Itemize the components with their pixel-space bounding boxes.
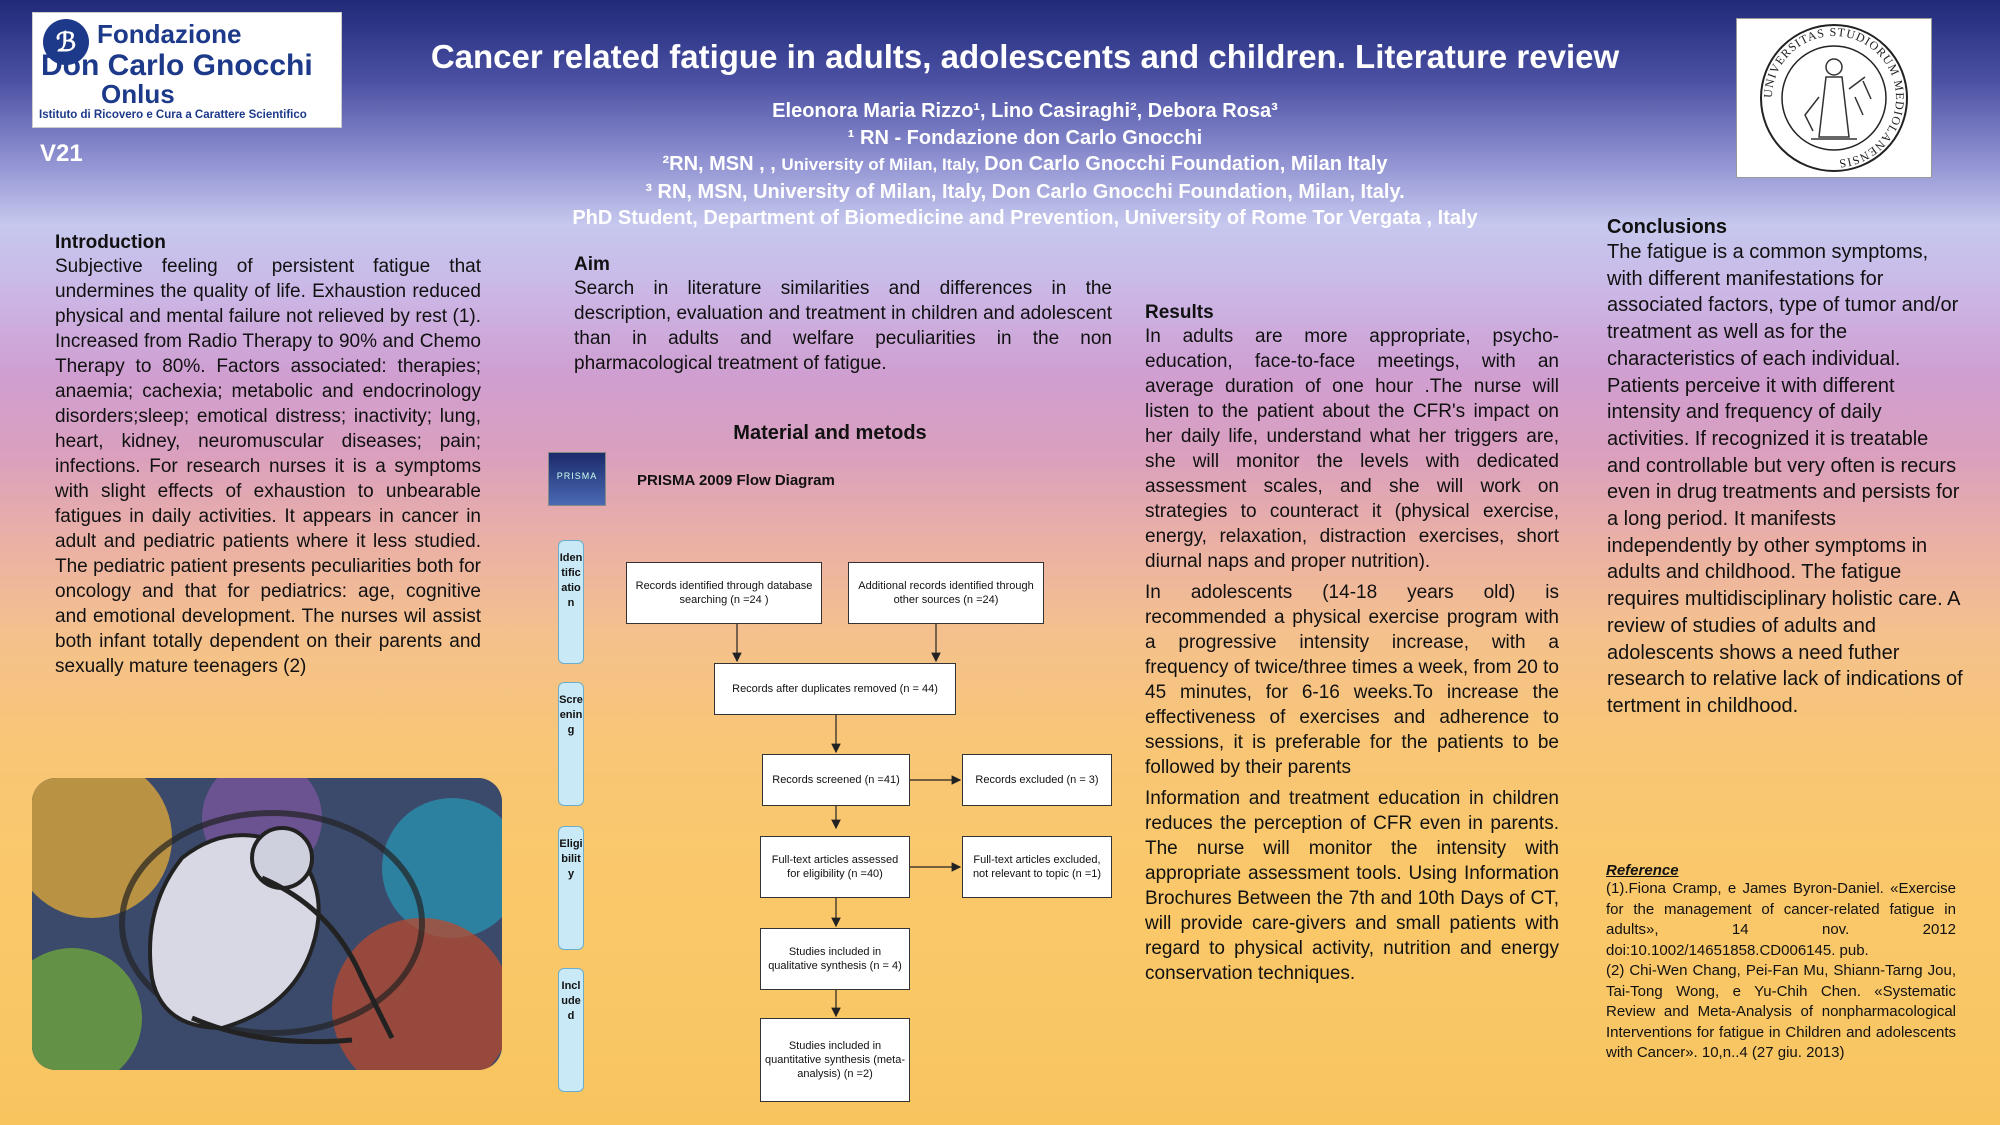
stage-identification: Identification xyxy=(558,540,584,664)
authors: Eleonora Maria Rizzo¹, Lino Casiraghi², Debora Rosa³ xyxy=(772,100,1278,122)
stage-included: Included xyxy=(558,968,584,1092)
box-qualitative-synthesis: Studies included in qualitative synthesis (n = 4) xyxy=(760,928,910,990)
fondazione-mark-icon: ℬ xyxy=(43,19,89,65)
results-adolescents: In adolescents (14-18 years old) is recommended a physical exercise program with a progressive intensity increase, with a frequency of twice/three times a week, from 20 to 45 minutes, for 6-16 weeks.To increase the effectiveness of exercises and adherence to sessions, it is preferable for the patients to be followed by their parents xyxy=(1145,582,1559,778)
box-fulltext-excluded: Full-text articles excluded, not relevant to topic (n =1) xyxy=(962,836,1112,898)
reference-1: (1).Fiona Cramp, e James Byron-Daniel. «Exercise for the management of cancer-related fatigue in adults», 14 nov. 2012 doi:10.1002/14651858.CD006145. pub. xyxy=(1606,880,1956,959)
logo-line4: Istituto di Ricovero e Cura a Carattere Scientifico xyxy=(39,109,307,121)
prisma-logo-text: PRISMA xyxy=(556,471,598,481)
stage-eligibility: Eligibility xyxy=(558,826,584,950)
logo-line1: Fondazione xyxy=(97,19,242,49)
aim-heading: Aim xyxy=(574,254,610,275)
conclusions-heading: Conclusions xyxy=(1607,216,1728,238)
reference-2: (2) Chi-Wen Chang, Pei-Fan Mu, Shiann-Tarng Jou, Tai-Tong Wong, e Yu-Chih Chen. «Systematic Review and Meta-Analysis of nonpharmacological Interventions for fatigue in Children and adolescents with Cancer». 10,n..4 (27 giu. 2013) xyxy=(1606,962,1956,1061)
seal-text: UNIVERSITAS STUDIORUM MEDIOLANENSIS xyxy=(1760,24,1908,171)
introduction-text: Subjective feeling of persistent fatigue that undermines the quality of life. Exhaustion reduced physical and mental failure not relieved by rest (1). Increased from Radio Therapy to 90% and Chemo Therapy to 80%. Factors associated: therapies; anaemia; cachexia; metabolic and endocrinology disorders;sleep; emotical distress; inactivity; lung, heart, kidney, neuromuscular diseases; pain; infections. For research nurses it is a symptoms with slight effects of exhaustion to unbearable fatigues in daily activities. It appears in cancer in adult and pediatric patients where it less studied. The pediatric patient presents peculiarities both for oncology and that for pediatrics: age, cognitive and emotional development. The nurses wil assist both infant totally dependent on their parents and sexually mature teenagers (2) xyxy=(55,256,481,677)
affiliation-4: PhD Student, Department of Biomedicine and Prevention, University of Rome Tor Vergata , Italy xyxy=(572,207,1478,229)
box-database-records: Records identified through database searching (n =24 ) xyxy=(626,562,822,624)
results-heading: Results xyxy=(1145,302,1214,323)
poster-code: V21 xyxy=(40,140,83,167)
aim-text: Search in literature similarities and differences in the description, evaluation and treatment in children and adolescent than in adults and welfare peculiarities in the non pharmacological treatment of fatigue. xyxy=(574,278,1112,374)
reference-section xyxy=(1606,862,1956,1064)
results-section xyxy=(1145,302,1559,992)
affiliation-3: ³ RN, MSN, University of Milan, Italy, Don Carlo Gnocchi Foundation, Milan, Italy. xyxy=(645,180,1405,203)
results-children: Information and treatment education in children reduces the perception of CFR even in parents. The nurse will monitor the intensity with appropriate assessment tools. Using Information Brochures Between the 7th and 10th Days of CT, will provide care-givers and small patients with regard to physical activity, nutrition and energy conservation techniques. xyxy=(1145,788,1559,984)
conclusions-section xyxy=(1607,216,1965,720)
affiliation-1: ¹ RN - Fondazione don Carlo Gnocchi xyxy=(847,126,1203,149)
box-fulltext-assessed: Full-text articles assessed for eligibility (n =40) xyxy=(760,836,910,898)
stage-screening: Screening xyxy=(558,682,584,806)
prisma-diagram-title: PRISMA 2009 Flow Diagram xyxy=(637,472,835,489)
box-records-screened: Records screened (n =41) xyxy=(762,754,910,806)
results-adults: In adults are more appropriate, psycho-education, face-to-face meetings, with an average duration of one hour .The nurse will listen to the patient about the CFR's impact on her daily life, understand what her triggers are, she will monitor the levels with dedicated assessment scales, and she will work on strategies to counteract it (physical exercise, energy, relaxation, distraction exercises, short diurnal naps and proper nutrition). xyxy=(1145,326,1559,572)
box-duplicates-removed: Records after duplicates removed (n = 44) xyxy=(714,663,956,715)
affiliation-2b: University of Milan, Italy, xyxy=(781,155,985,174)
conclusions-text: The fatigue is a common symptoms, with different manifestations for associated factors, type of tumor and/or treatment as well as for the characteristics of each individual. Patients perceive it with different intensity and frequency of daily activities. If recognized it is treatable and controllable but very often is recurs even in drug treatments and persists for a long period. It manifests independently by other symptoms in adults and childhood. The fatigue requires multidisciplinary holistic care. A review of studies of adults and adolescents shows a need futher research to relative lack of indications of tertment in childhood. xyxy=(1607,241,1963,717)
box-quantitative-synthesis: Studies included in quantitative synthesis (meta-analysis) (n =2) xyxy=(760,1018,910,1102)
introduction-heading: Introduction xyxy=(55,232,166,253)
logo-line3: Onlus xyxy=(101,79,175,109)
affiliation-2a: ²RN, MSN , , xyxy=(662,153,782,175)
methods-heading: Material and metods xyxy=(733,422,927,444)
box-other-records: Additional records identified through other sources (n =24) xyxy=(848,562,1044,624)
logo-line2: Don Carlo Gnocchi xyxy=(41,49,313,82)
reference-heading: Reference xyxy=(1606,862,1679,879)
affiliation-2c: Don Carlo Gnocchi Foundation, Milan Italy xyxy=(984,153,1388,175)
box-records-excluded: Records excluded (n = 3) xyxy=(962,754,1112,806)
poster-title: Cancer related fatigue in adults, adolescents and children. Literature review xyxy=(430,38,1620,75)
